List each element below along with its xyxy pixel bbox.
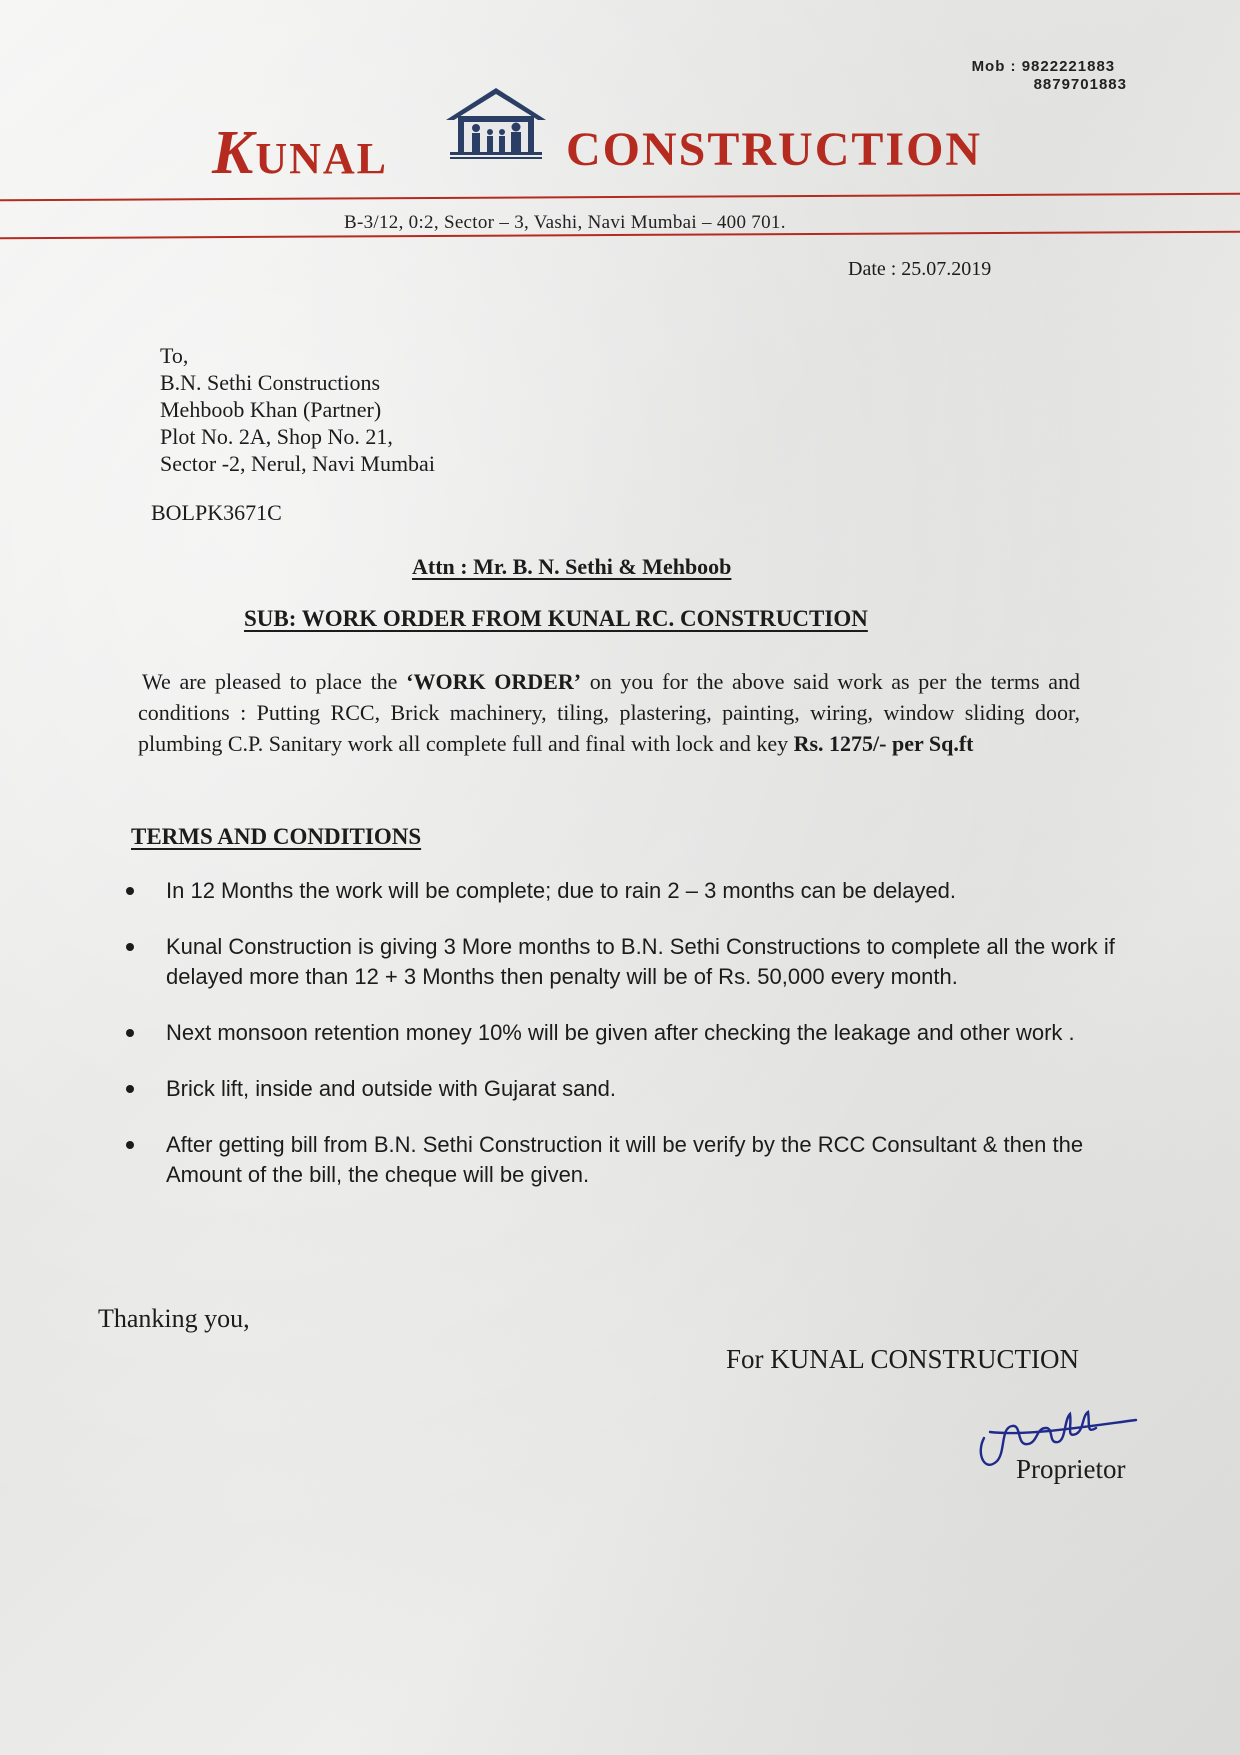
- term-item: [120, 932, 1120, 992]
- recipient-line: B.N. Sethi Constructions: [160, 370, 381, 395]
- work-order-emphasis: ‘WORK ORDER’: [406, 669, 582, 694]
- recipient-line: Mehboob Khan (Partner): [160, 397, 382, 422]
- term-item: [120, 1074, 1120, 1104]
- term-item: [120, 1130, 1120, 1190]
- term-text: Next monsoon retention money 10% will be given after checking the leakage and other work .: [166, 1020, 1075, 1045]
- company-address: B-3/12, 0:2, Sector – 3, Vashi, Navi Mumbai – 400 701.: [344, 212, 786, 233]
- attention-line: Attn : Mr. B. N. Sethi & Mehboob: [412, 554, 732, 579]
- terms-list: [120, 876, 1120, 1190]
- terms-heading: TERMS AND CONDITIONS: [131, 824, 422, 849]
- bullet-icon: [126, 1085, 134, 1093]
- pan-number: BOLPK3671C: [151, 500, 282, 525]
- mobile-number-secondary: 8879701883: [1033, 76, 1127, 93]
- term-item: [120, 876, 1120, 906]
- term-text: Brick lift, inside and outside with Gujarat sand.: [166, 1076, 617, 1101]
- header-divider-top: [0, 193, 1240, 201]
- recipient-line: To,: [160, 343, 189, 368]
- company-name-rest: UNAL: [255, 134, 389, 183]
- recipient-line: Sector -2, Nerul, Navi Mumbai: [160, 451, 435, 476]
- signatory-designation: Proprietor: [1016, 1454, 1126, 1484]
- bullet-icon: [126, 1029, 134, 1037]
- recipient-block: [160, 342, 435, 477]
- intro-text: on you for the above said work as per the terms and conditions : Putting RCC, Brick machinery, tiling, plastering, painting, wiring, window sliding door, plumbing C.P. Sanitary work all complete full and final with lock and key: [138, 669, 1080, 756]
- company-initial: K: [212, 119, 256, 187]
- term-text: After getting bill from B.N. Sethi Construction it will be verify by the RCC Consultant & then the Amount of the bill, the cheque will be given.: [166, 1132, 1084, 1187]
- closing-line: Thanking you,: [98, 1304, 250, 1333]
- mobile-number-primary: Mob : 9822221883: [971, 58, 1116, 75]
- company-name-right: CONSTRUCTION: [566, 123, 983, 176]
- letter-date: Date : 25.07.2019: [848, 258, 992, 280]
- bullet-icon: [126, 943, 134, 951]
- bullet-icon: [126, 887, 134, 895]
- subject-line: SUB: WORK ORDER FROM KUNAL RC. CONSTRUCTION: [244, 606, 868, 631]
- intro-text: We are pleased to place the: [142, 669, 407, 694]
- signatory-company: For KUNAL CONSTRUCTION: [726, 1344, 1080, 1374]
- term-text: In 12 Months the work will be complete; due to rain 2 – 3 months can be delayed.: [166, 878, 957, 903]
- term-text: Kunal Construction is giving 3 More months to B.N. Sethi Constructions to complete all the work if delayed more than 12 + 3 Months then penalty will be of Rs. 50,000 every month.: [166, 934, 1115, 989]
- recipient-line: Plot No. 2A, Shop No. 21,: [160, 424, 393, 449]
- house-family-logo-icon: [440, 86, 552, 160]
- intro-paragraph: [138, 666, 1080, 759]
- company-name-left: [212, 118, 388, 189]
- mobile-numbers: [972, 58, 1127, 94]
- bullet-icon: [126, 1141, 134, 1149]
- rate-emphasis: Rs. 1275/- per Sq.ft: [793, 731, 974, 756]
- term-item: [120, 1018, 1120, 1048]
